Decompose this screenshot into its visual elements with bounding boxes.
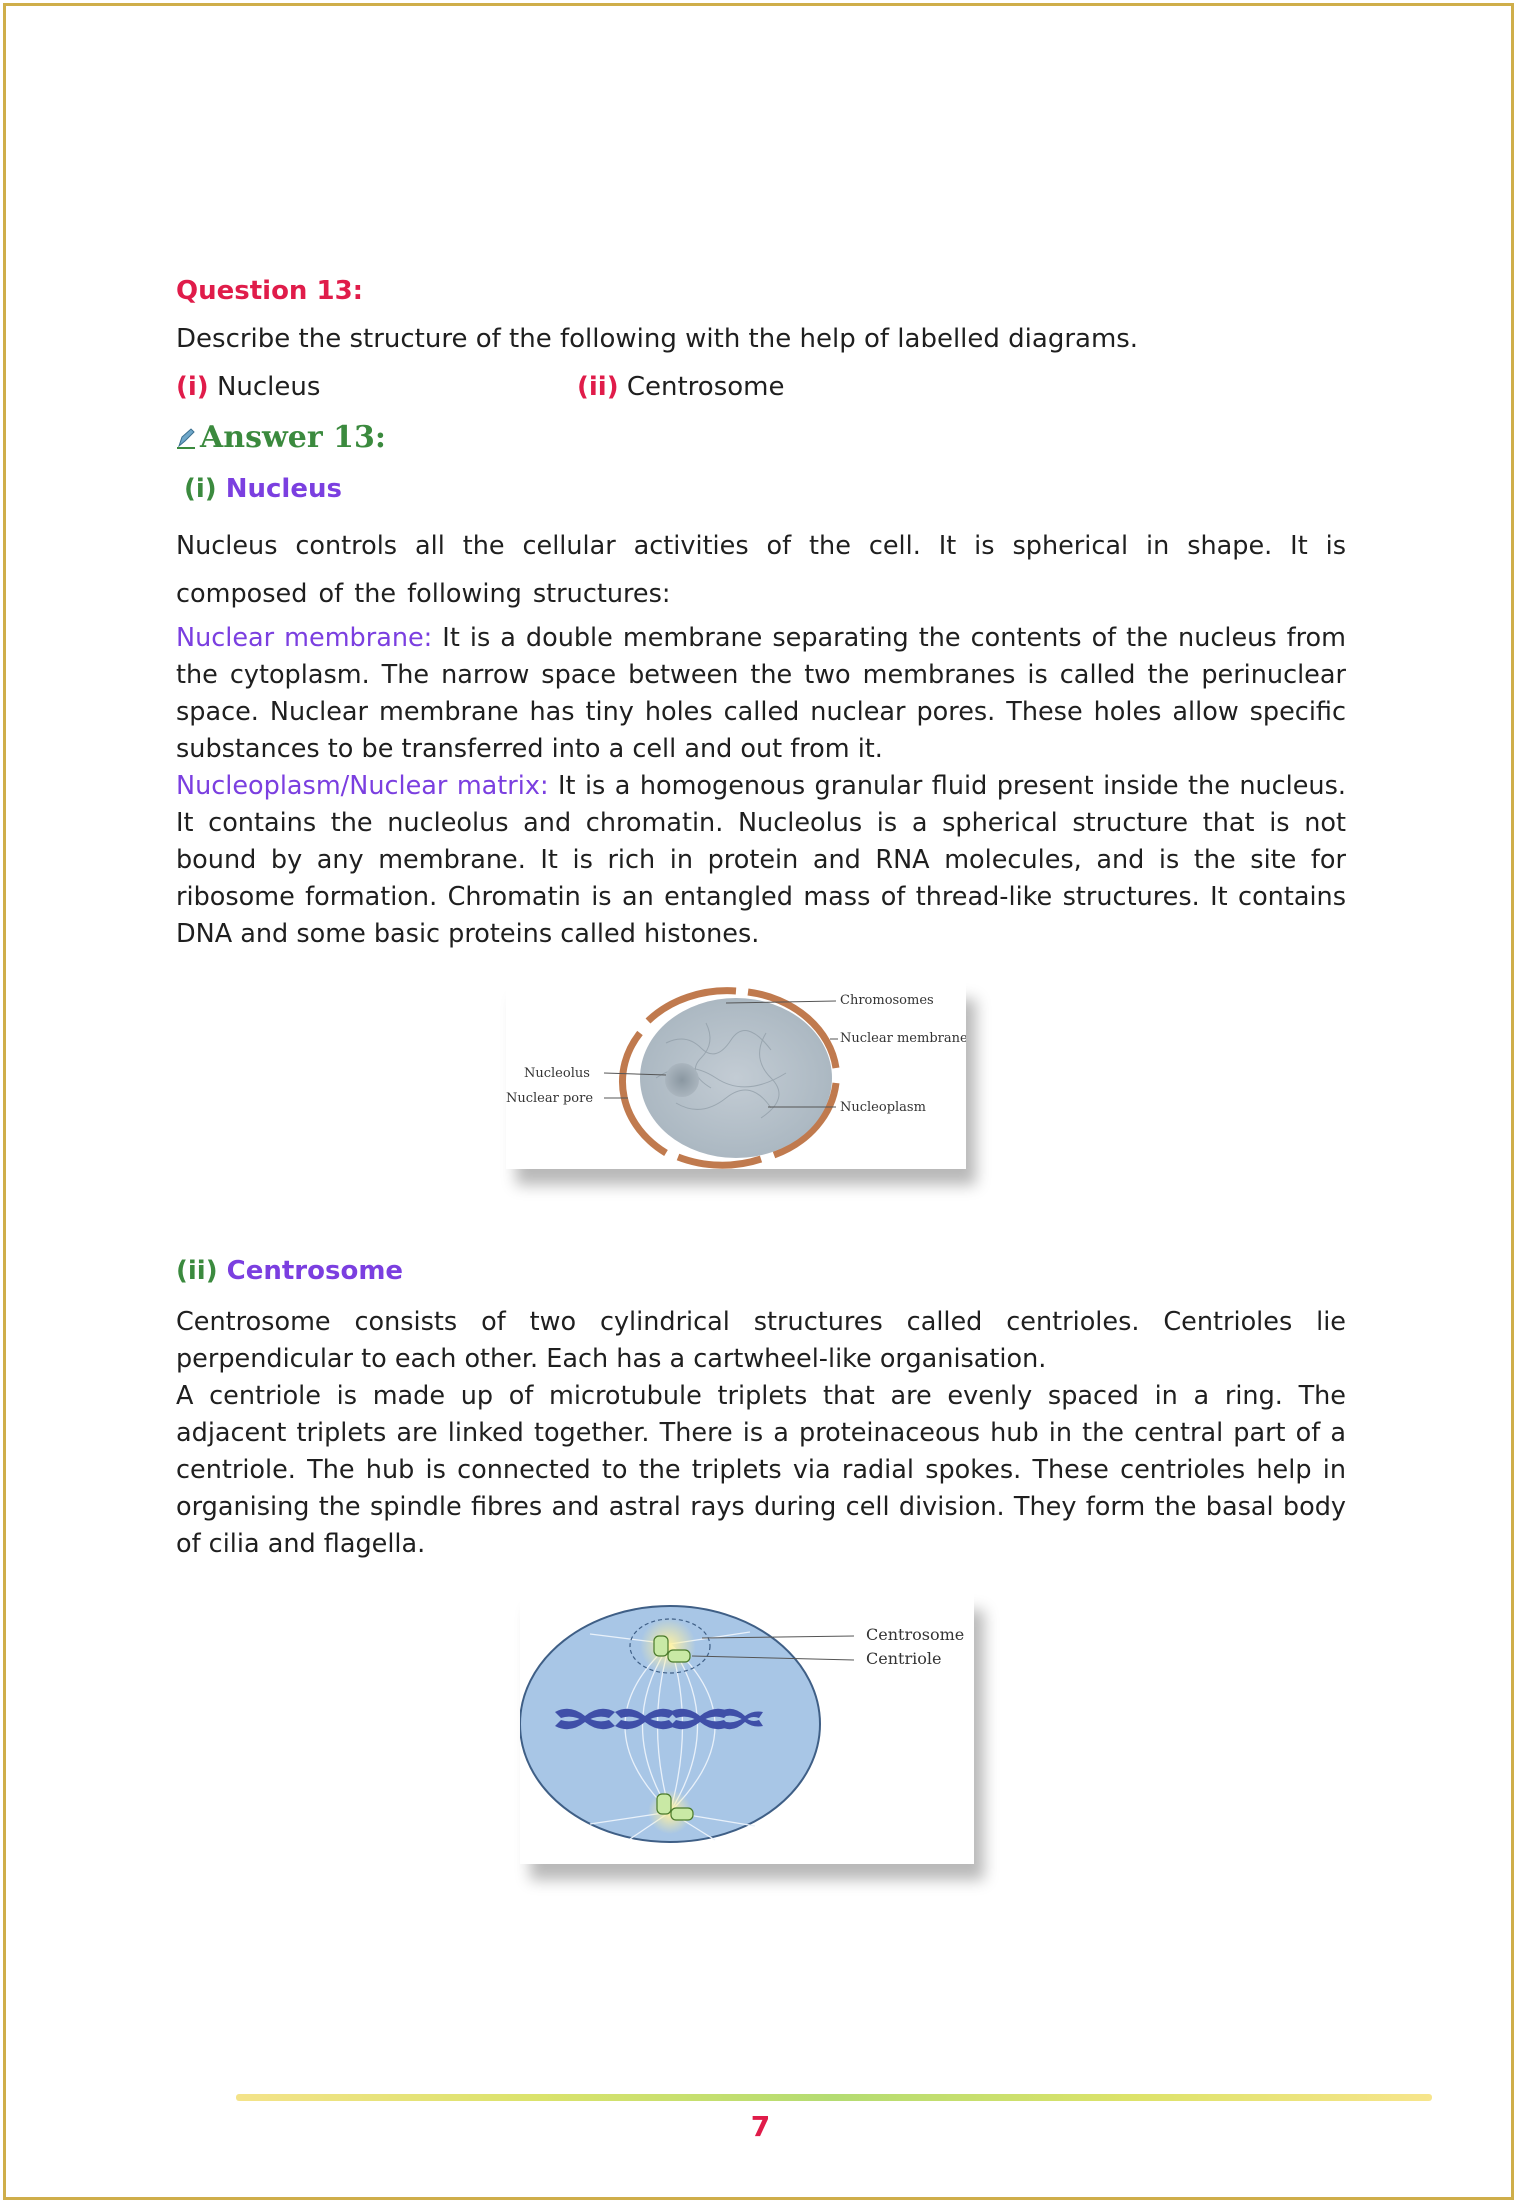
nucleolus (665, 1063, 699, 1097)
question-part-2 (577, 372, 784, 402)
question-part-1 (176, 372, 320, 402)
part-number: (ii) (577, 372, 619, 402)
nucleus-heading (184, 474, 342, 504)
nuclear-membrane-paragraph (176, 620, 1346, 768)
centrosome-paragraph-2: A centriole is made up of microtubule triplets that are evenly spaced in a ring. The adjacent triplets are linked together. There is a proteinaceous hub in the central part of a centriole. The hub is connected to the triplets via radial spokes. These centrioles help in organising the spindle fibres and astral rays during cell division. They form the basal body of cilia and flagella. (176, 1381, 1346, 1559)
pen-icon (176, 427, 196, 449)
part-label: Nucleus (216, 372, 321, 402)
label-nuclear-pore: Nuclear pore (506, 1091, 594, 1106)
heading-name: Centrosome (226, 1256, 404, 1286)
nucleus-diagram (506, 983, 966, 1169)
centrosome-diagram (520, 1594, 974, 1864)
heading-number: (i) (184, 474, 217, 504)
centrosome-diagram-svg (520, 1594, 974, 1864)
label-nuclear-membrane: Nuclear membrane (840, 1031, 966, 1046)
nucleoplasm-paragraph (176, 768, 1346, 953)
label-nucleoplasm: Nucleoplasm (840, 1100, 926, 1115)
heading-name: Nucleus (225, 474, 342, 504)
label-nucleolus: Nucleolus (524, 1066, 590, 1081)
heading-number: (ii) (176, 1256, 218, 1286)
question-text: Describe the structure of the following with the help of labelled diagrams. (176, 324, 1139, 354)
answer-title (176, 420, 386, 455)
nucleoplasm-text: It is a homogenous granular fluid present inside the nucleus. It contains the nucleolus and chromatin. Nucleolus is a spherical structure that is not bound by any membrane. It is rich in protein and RNA molecules, and is the site for ribosome formation. Chromatin is an entangled mass of thread-like structures. It contains DNA and some basic proteins called histones. (176, 771, 1346, 949)
nuclear-membrane-term: Nuclear membrane: (176, 623, 433, 653)
nucleoplasm-term: Nucleoplasm/Nuclear matrix: (176, 771, 549, 801)
answer-title-text: Answer 13: (200, 420, 386, 455)
part-label: Centrosome (626, 372, 785, 402)
centrosome-heading (176, 1256, 403, 1286)
label-centriole: Centriole (866, 1649, 942, 1668)
label-chromosomes: Chromosomes (840, 993, 934, 1008)
nuclear-membrane-text: It is a double membrane separating the contents of the nucleus from the cytoplasm. The narrow space between the two membranes is called the perinuclear space. Nuclear membrane has tiny holes called nuclear pores. These holes allow specific substances to be transferred into a cell and out from it. (176, 623, 1346, 764)
question-title: Question 13: (176, 276, 364, 306)
label-centrosome: Centrosome (866, 1625, 965, 1644)
centrosome-paragraph-1: Centrosome consists of two cylindrical structures called centrioles. Centrioles lie perpendicular to each other. Each has a cartwheel-like organisation. (176, 1307, 1346, 1374)
part-number: (i) (176, 372, 209, 402)
page-number: 7 (750, 2110, 771, 2143)
footer-divider (236, 2094, 1432, 2101)
nucleus-intro: Nucleus controls all the cellular activities of the cell. It is spherical in shape. It is composed of the following structures: (176, 531, 1346, 609)
nucleus-diagram-svg (506, 983, 966, 1169)
